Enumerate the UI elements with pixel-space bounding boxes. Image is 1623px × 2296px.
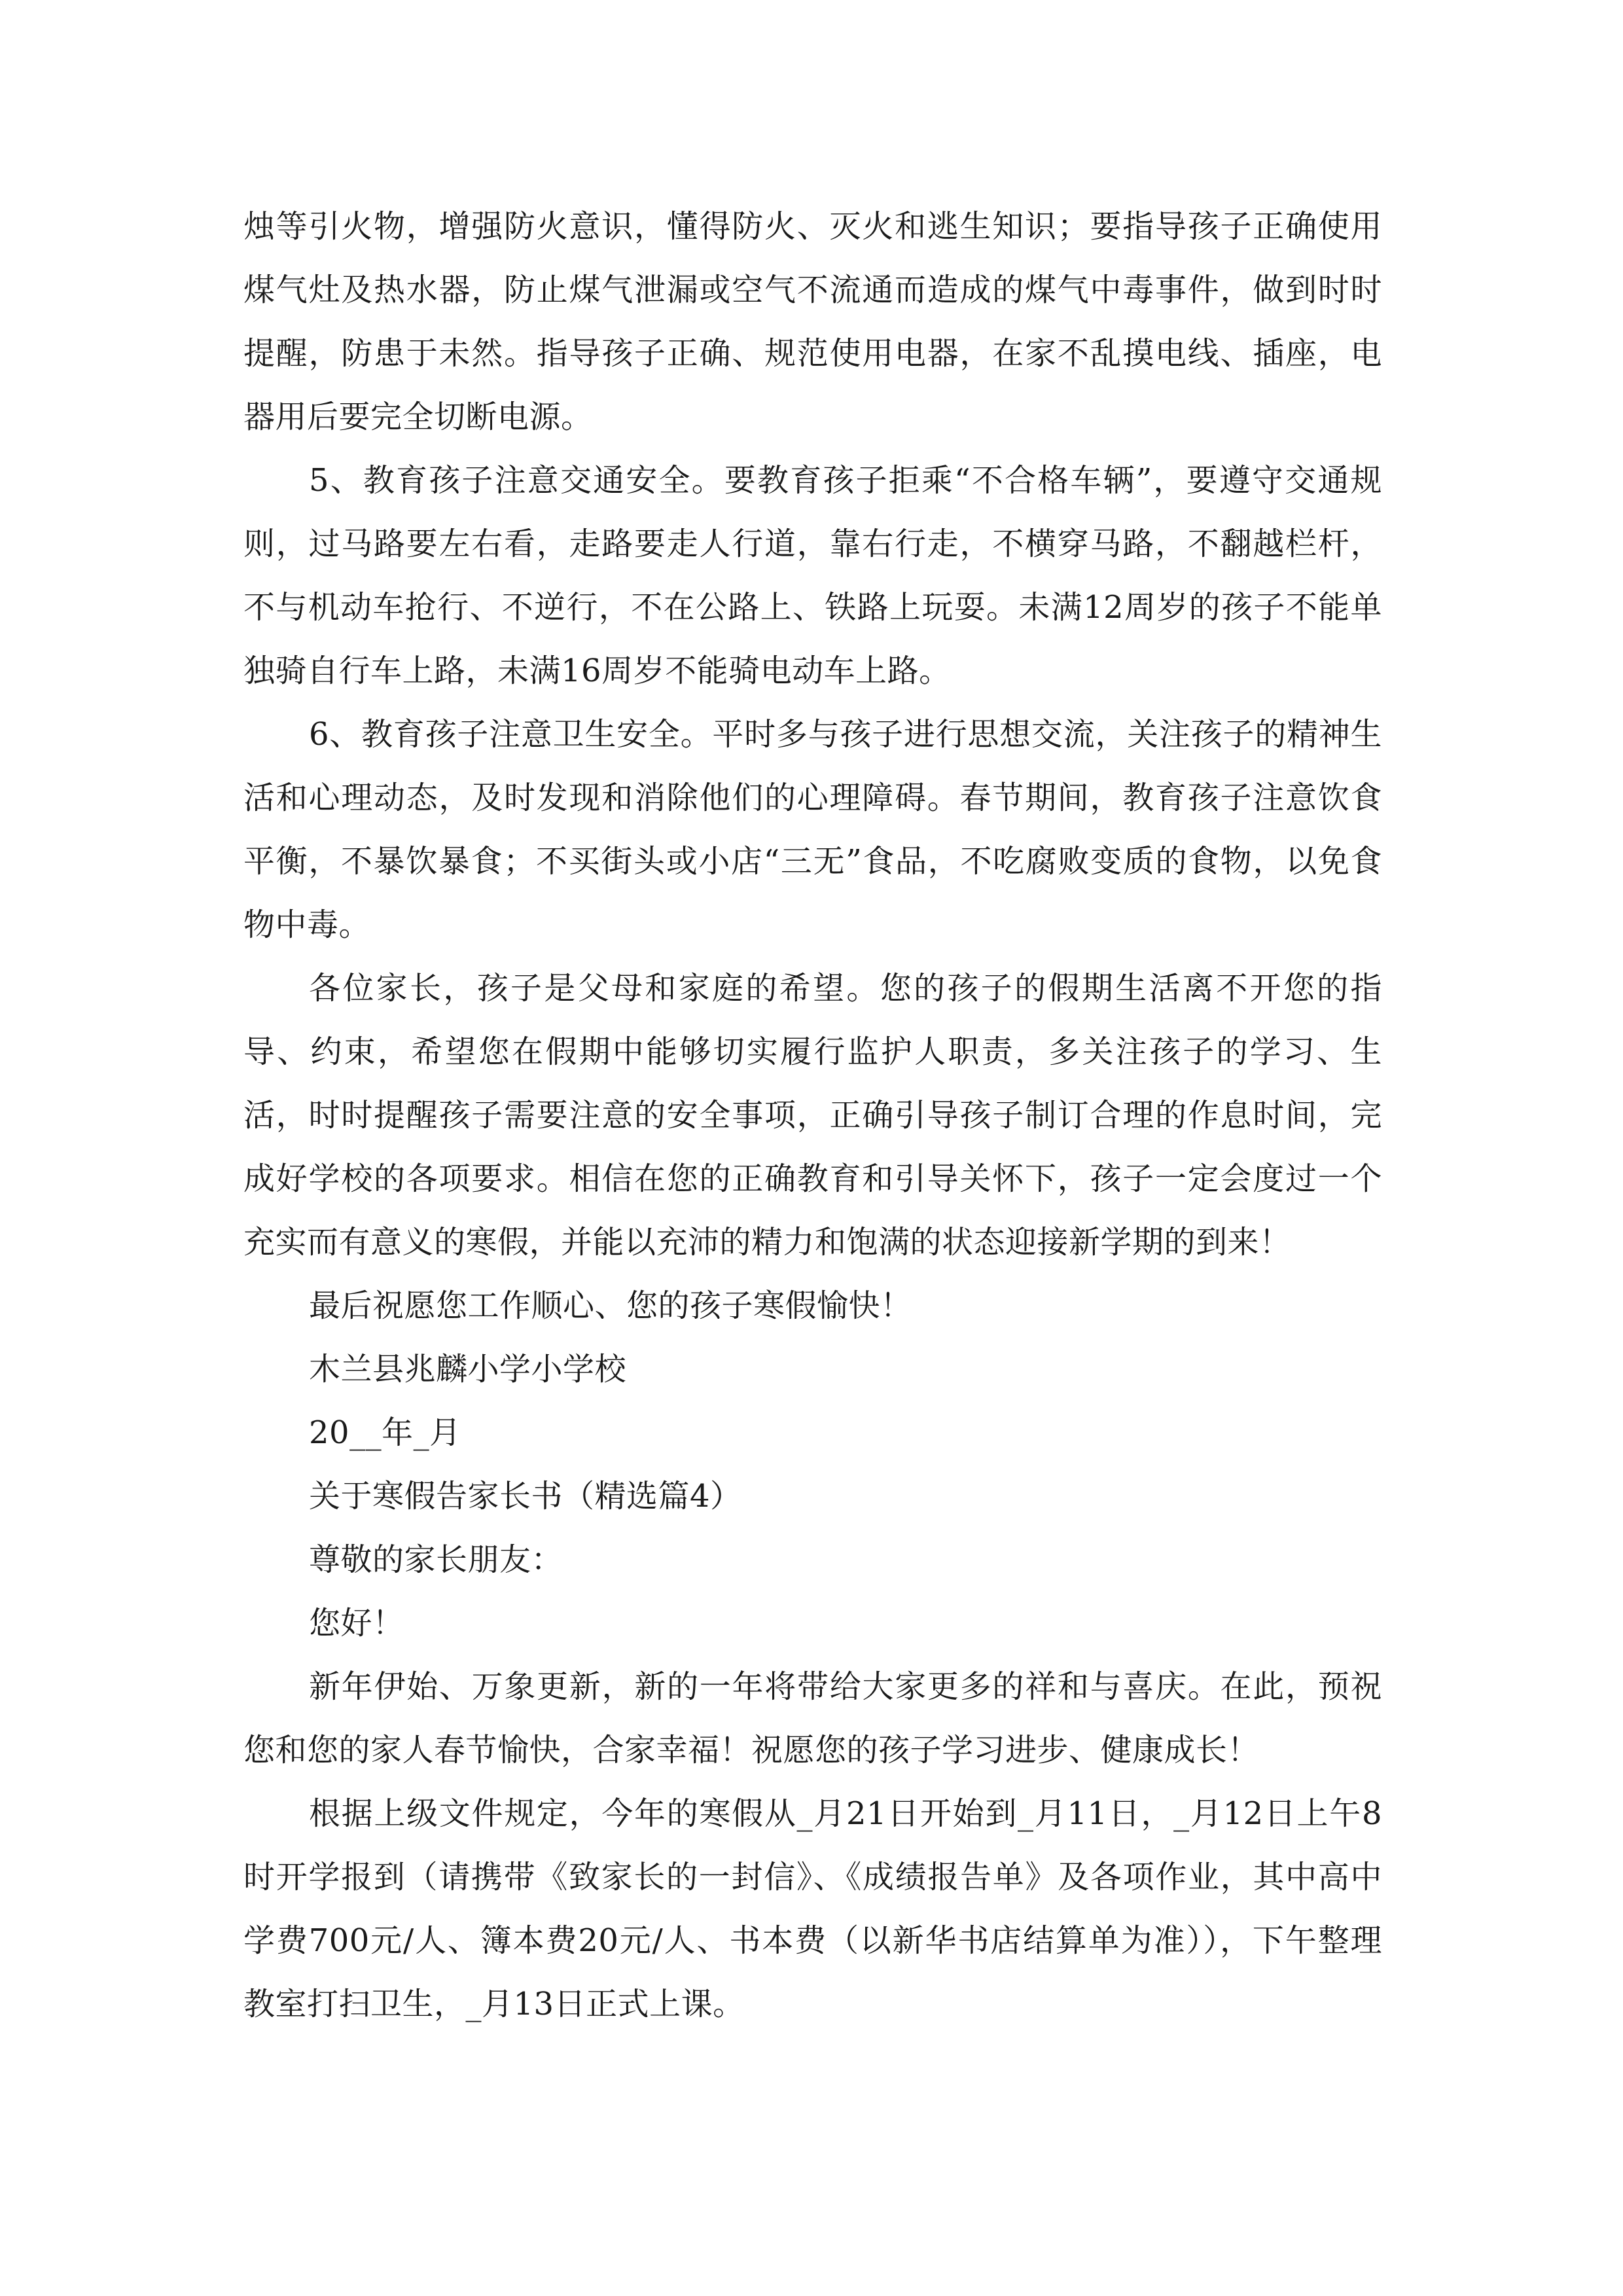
paragraph-new-year-wishes: 新年伊始、万象更新，新的一年将带给大家更多的祥和与喜庆。在此，预祝您和您的家人春节愉快，合家幸福！祝愿您的孩子学习进步、健康成长！ [243,1668,1382,1768]
section-title: 关于寒假告家长书（精选篇4） [309,1478,742,1515]
paragraph-holiday-schedule: 根据上级文件规定，今年的寒假从_月21日开始到_月11日，_月12日上午8时开学报到（请携带《致家长的一封信》、《成绩报告单》及各项作业，其中高中学费700元/人、簿本费20元/人、书本费（以新华书店结算单为准）），下午整理教室打扫卫生，_月13日正式上课。 [243,1795,1382,2022]
greeting: 您好！ [309,1605,404,1641]
paragraph-parents-appeal: 各位家长，孩子是父母和家庭的希望。您的孩子的假期生活离不开您的指导、约束，希望您在假期中能够切实履行监护人职责，多关注孩子的学习、生活，时时提醒孩子需要注意的安全事项，正确引导孩子制订合理的作息时间，完成好学校的各项要求。相信在您的正确教育和引导关怀下，孩子一定会度过一个充实而有意义的寒假，并能以充沛的精力和饱满的状态迎接新学期的到来！ [243,970,1382,1261]
paragraph-hygiene-safety: 6、教育孩子注意卫生安全。平时多与孩子进行思想交流，关注孩子的精神生活和心理动态，及时发现和消除他们的心理障碍。春节期间，教育孩子注意饮食平衡，不暴饮暴食；不买街头或小店“三无”食品，不吃腐败变质的食物，以免食物中毒。 [243,716,1382,943]
document-body [243,195,1382,2036]
paragraph-traffic-safety: 5、教育孩子注意交通安全。要教育孩子拒乘“不合格车辆”，要遵守交通规则，过马路要左右看，走路要走人行道，靠右行走，不横穿马路，不翻越栏杆，不与机动车抢行、不逆行，不在公路上、铁路上玩耍。未满12周岁的孩子不能单独骑自行车上路，未满16周岁不能骑电动车上路。 [243,462,1382,689]
salutation: 尊敬的家长朋友： [309,1541,563,1578]
paragraph-fire-safety-continued: 烛等引火物，增强防火意识，懂得防火、灭火和逃生知识；要指导孩子正确使用煤气灶及热水器，防止煤气泄漏或空气不流通而造成的煤气中毒事件，做到时时提醒，防患于未然。指导孩子正确、规范使用电器，在家不乱摸电线、插座，电器用后要完全切断电源。 [243,208,1382,435]
school-signature: 木兰县兆麟小学小学校 [309,1351,627,1388]
closing-wishes: 最后祝愿您工作顺心、您的孩子寒假愉快！ [309,1287,912,1324]
letter-date: 20__年_月 [309,1414,461,1451]
